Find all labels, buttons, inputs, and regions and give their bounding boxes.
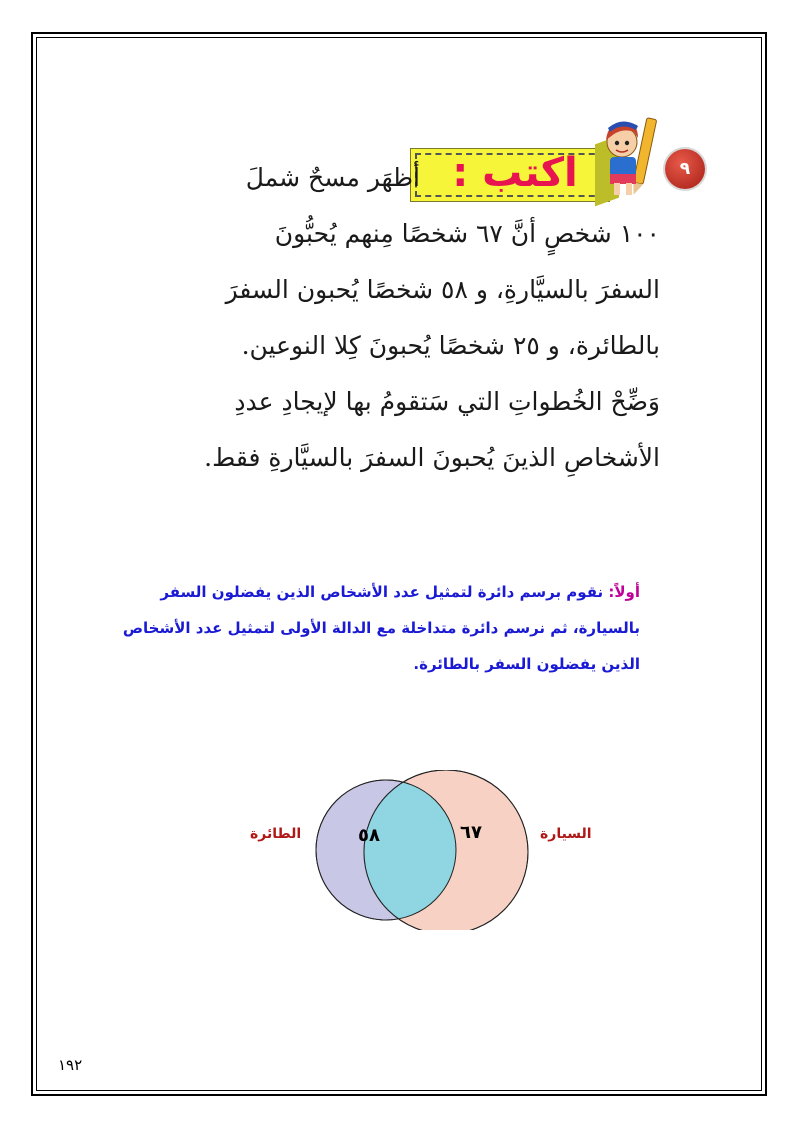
page-number: ١٩٢	[58, 1056, 83, 1074]
solution-line-2: بالسيارة، ثم نرسم دائرة متداخلة مع الدالة الأولى لتمثيل عدد الأشخاص	[122, 619, 640, 637]
question-number: ٩	[679, 159, 691, 179]
venn-right-value: ٦٧	[460, 822, 482, 843]
venn-diagram	[300, 770, 550, 930]
solution-line-3: الذين يفضلون السفر بالطائرة.	[413, 655, 640, 673]
question-number-badge	[665, 149, 705, 189]
venn-left-value: ٥٨	[358, 825, 380, 846]
solution-line-1-text: نقوم برسم دائرة لتمثيل عدد الأشخاص الذين يفضلون السفر	[160, 583, 609, 601]
venn-label-car: السيارة	[540, 826, 592, 842]
statement-line-3: السفرَ بالسيَّارةِ، و ٥٨ شخصًا يُحبون السفرَ	[225, 275, 660, 304]
statement-line-2: ١٠٠ شخصٍ أنَّ ٦٧ شخصًا مِنهم يُحبُّونَ	[274, 219, 660, 248]
venn-label-airplane: الطائرة	[250, 826, 302, 842]
statement-line-6: الأشخاصِ الذينَ يُحبونَ السفرَ بالسيَّارةِ فقط.	[204, 443, 660, 472]
solution-line-1	[80, 574, 640, 610]
statement-line-1: أظهَر مسحٌ شملَ	[245, 163, 420, 192]
solution-text	[80, 574, 640, 682]
statement-line-4: بالطائرة، و ٢٥ شخصًا يُحبونَ كِلا النوعين.	[241, 331, 660, 360]
question-statement	[196, 150, 660, 486]
statement-line-5: وَضِّحْ الخُطواتِ التي سَتقومُ بها لإيجادِ عددِ	[234, 387, 660, 416]
solution-lead: أولاً:	[608, 583, 640, 601]
banner-title: اكتب :	[452, 150, 578, 196]
